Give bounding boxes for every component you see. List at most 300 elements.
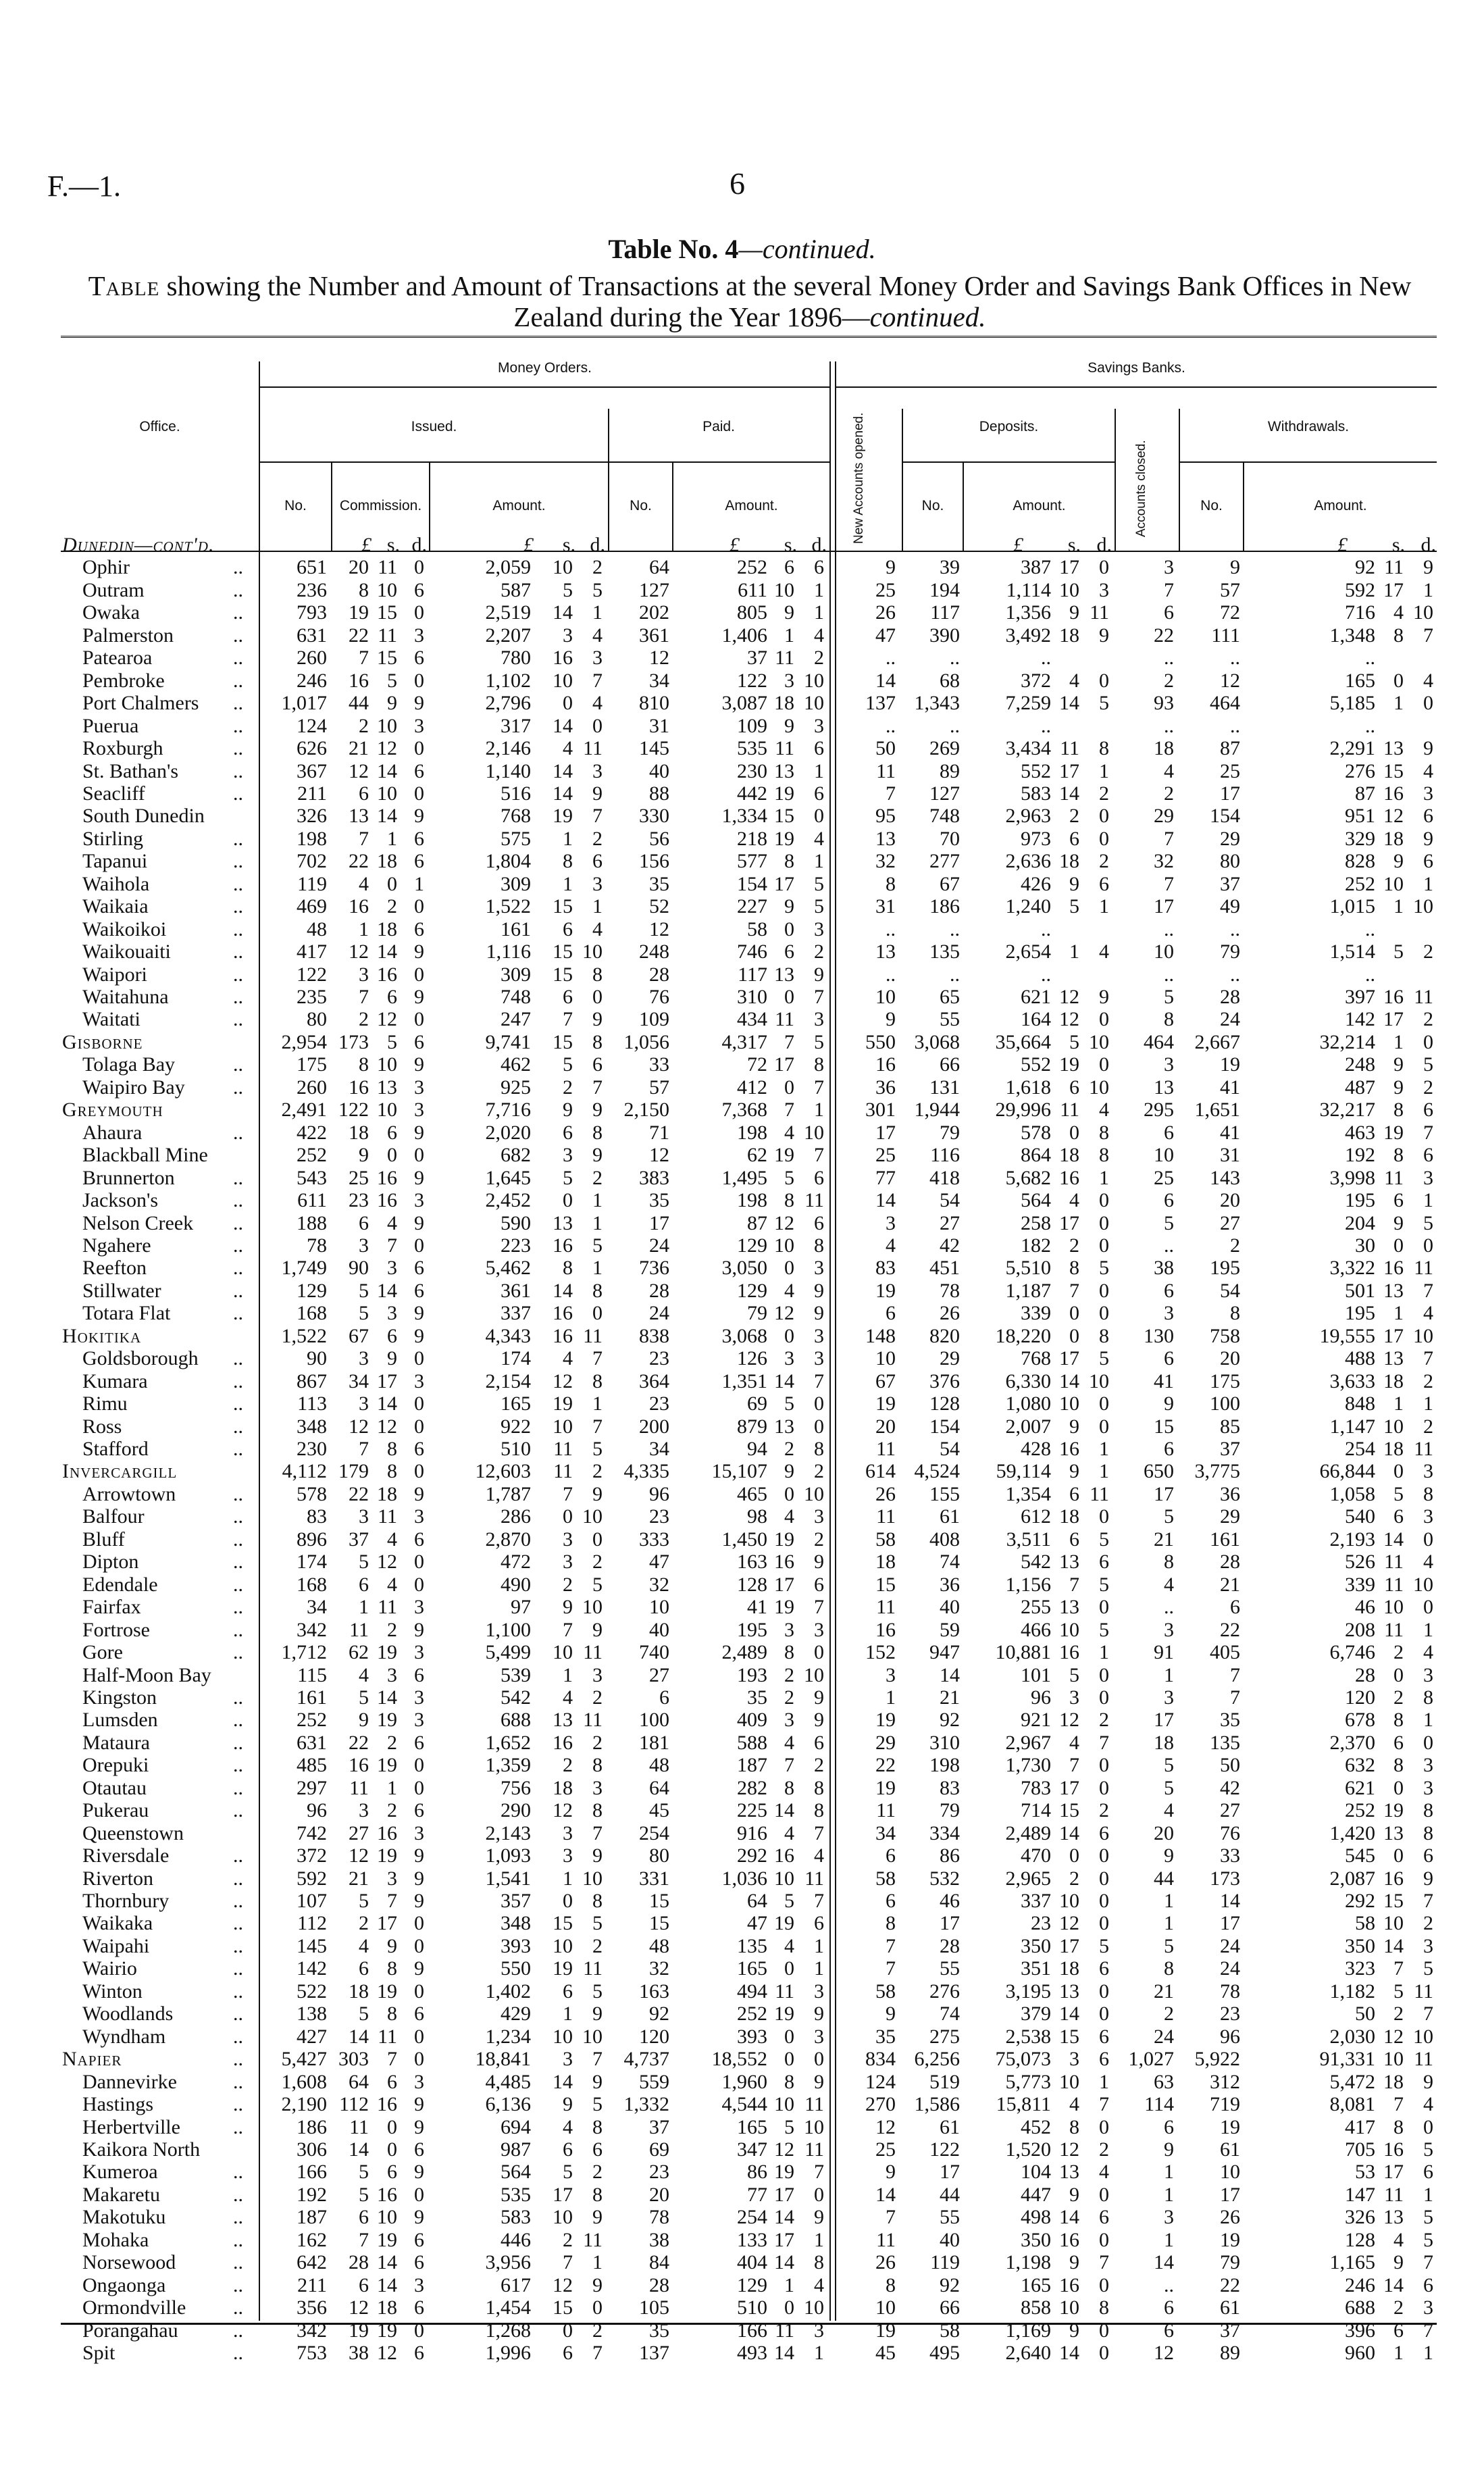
cell-value: 11 [876,1505,896,1528]
cell-value: 165 [1345,669,1375,692]
cell-value: 18 [349,1980,369,2003]
cell-value: 5 [814,895,824,918]
cell-value: 10 [553,556,573,579]
office-name: Tolaga Bay [82,1053,176,1076]
cell-value: 1,114 [1006,578,1051,601]
cell-value: 10 [582,1596,603,1619]
cell-value: 6 [1099,2206,1109,2229]
cell-value: 1,056 [623,1030,669,1053]
cell-value: 6 [414,1799,424,1822]
table-row [0,1053,1484,1076]
cell-value: 19 [349,2319,369,2342]
cell-value: .. [1164,2273,1174,2296]
cell-value: 7 [1099,1731,1109,1754]
cell-value: 17 [1154,1482,1174,1505]
cell-value: 2 [784,1438,794,1460]
cell-value: 9 [1423,556,1433,579]
cell-value: 7 [784,1099,794,1122]
dot-leader: .. [233,1776,243,1799]
cell-value: 9 [886,2161,896,2184]
cell-value: 12 [377,1551,397,1574]
cell-value: 3 [814,714,824,737]
cell-value: 372 [1021,669,1051,692]
cell-value: 0 [414,1980,424,2003]
office-name: Pembroke [82,669,165,692]
cell-value: 97 [511,1596,531,1619]
cell-value: 11 [1090,601,1109,624]
cell-value: 1,522 [281,1324,327,1347]
cell-value: 117 [738,963,767,986]
cell-value: 8 [814,1053,824,1076]
cell-value: 1 [414,872,424,895]
cell-value: 3 [814,2025,824,2048]
cell-value: 9 [359,1144,369,1167]
cell-value: 37 [1220,1438,1240,1460]
cell-value: 34 [649,1438,669,1460]
cell-value: 37 [1220,872,1240,895]
cell-value: 10 [1059,1392,1079,1415]
table-row [0,1777,1484,1799]
cell-value: 4 [387,1211,397,1234]
cell-value: 1 [886,1686,896,1709]
cell-value: 12 [649,647,669,670]
dot-leader: .. [233,2296,243,2319]
cell-value: 1,960 [721,2070,767,2093]
cell-value: 147 [1345,2183,1375,2206]
cell-value: 10 [377,2206,397,2229]
cell-value: 11 [378,1505,397,1528]
office-name: Jackson's [82,1189,159,1212]
cell-value: 1 [1164,2161,1174,2184]
cell-value: 2 [1393,1641,1404,1664]
cell-value: 8 [814,1438,824,1460]
cell-value: 54 [1220,1279,1240,1302]
cell-value: 21 [349,1867,369,1890]
cell-value: 14 [553,1279,573,1302]
cell-value: 6 [814,1731,824,1754]
cell-value: 90 [307,1347,327,1370]
cell-value: 2,154 [485,1369,531,1392]
cell-value: 2 [359,1008,369,1031]
cell-value: 109 [737,714,767,737]
cell-value: 19 [774,827,794,850]
cell-value: 3 [359,963,369,986]
cell-value: 588 [737,1731,767,1754]
cell-value: 122 [297,963,327,986]
cell-value: 682 [501,1144,531,1167]
cell-value: 161 [1210,1528,1240,1551]
cell-value: 0 [1099,2115,1109,2138]
cell-value: 173 [1210,1867,1240,1890]
cell-value: 8 [784,1641,794,1664]
cell-value: 7 [1230,1686,1240,1709]
cell-value: 0 [1099,1890,1109,1912]
cell-value: 6 [563,2342,573,2364]
cell-value: 5 [1423,2206,1433,2229]
cell-value: 2,667 [1194,1030,1240,1053]
cell-value: 96 [649,1482,669,1505]
cell-value: 166 [737,2319,767,2342]
cell-value: 8 [1393,2115,1404,2138]
cell-value: 96 [1031,1686,1051,1709]
cell-value: 542 [1021,1551,1051,1574]
cell-value: 14 [377,759,397,782]
cell-value: 7 [784,1030,794,1053]
cell-value: 4 [814,624,824,647]
cell-value: 0 [414,1934,424,1957]
cell-value: 748 [929,805,960,828]
cell-value: 3 [359,1392,369,1415]
cell-value: 306 [297,2138,327,2161]
cell-value: 98 [747,1505,767,1528]
cell-value: 55 [940,1008,960,1031]
cell-value: 0 [814,1641,824,1664]
cell-value: 651 [297,556,327,579]
cell-value: 309 [501,963,531,986]
cell-value: 27 [940,1211,960,1234]
cell-value: 834 [865,2048,896,2071]
cell-value: 10 [1059,2296,1079,2319]
cell-value: 0 [563,2319,573,2342]
cell-value: 188 [297,1211,327,1234]
cell-value: 27 [1220,1211,1240,1234]
cell-value: 1,354 [1005,1482,1051,1505]
cell-value: 10,881 [995,1641,1051,1664]
cell-value: 1,522 [485,895,531,918]
cell-value: 0 [1423,1030,1433,1053]
cell-value: 14 [553,782,573,805]
cell-value: 11 [804,1867,824,1890]
cell-value: 9 [414,2206,424,2229]
cell-value: 6 [414,2228,424,2251]
cell-value: 84 [649,2251,669,2274]
cell-value: 6 [1423,1844,1433,1867]
cell-value: 756 [501,1776,531,1799]
cell-value: 115 [297,1663,327,1686]
cell-value: 612 [1021,1505,1051,1528]
office-name: Otautau [82,1776,147,1799]
cell-value: 14 [1383,1934,1404,1957]
cell-value: 122 [338,1099,369,1122]
cell-value: 2,489 [1005,1821,1051,1844]
cell-value: 14 [774,2251,794,2274]
cell-value: 494 [737,1980,767,2003]
cell-value: 19 [377,1754,397,1777]
table-row [0,1212,1484,1234]
cell-value: 8 [1099,737,1109,760]
cell-value: 248 [639,940,669,963]
table-row [0,1822,1484,1844]
cell-value: 9 [814,1709,824,1732]
cell-value: .. [1041,917,1051,940]
cell-value: 19 [553,1957,573,1980]
cell-value: 28 [1220,986,1240,1008]
cell-value: 17 [1220,1912,1240,1935]
header-savings-banks: Savings Banks. [1088,360,1185,376]
cell-value: 3 [1423,1663,1433,1686]
cell-value: 8 [387,1438,397,1460]
cell-value: 8 [387,1957,397,1980]
cell-value: 21 [1154,1980,1174,2003]
cell-value: 6,136 [485,2093,531,2116]
cell-value: 1 [1164,1663,1174,1686]
cell-value: 10 [1059,578,1079,601]
cell-value: 6 [1164,1189,1174,1212]
cell-value: 25 [349,1166,369,1189]
cell-value: 165 [501,1392,531,1415]
cell-value: 8 [387,2003,397,2025]
cell-value: 10 [774,1234,794,1257]
cell-value: 678 [1345,1709,1375,1732]
cell-value: 14 [1220,1890,1240,1912]
cell-value: 8 [359,1053,369,1076]
cell-value: 9 [414,940,424,963]
office-name: Kumara [82,1369,148,1392]
cell-value: 0 [1099,1415,1109,1438]
cell-value: 5 [1423,1211,1433,1234]
cell-value: 14 [1059,782,1079,805]
cell-value: 12 [349,759,369,782]
cell-value: 6 [414,1731,424,1754]
cell-value: 1 [1423,578,1433,601]
cell-value: 487 [1345,1076,1375,1099]
cell-value: 78 [940,1279,960,1302]
cell-value: 7 [387,2048,397,2071]
cell-value: 1 [592,2251,603,2274]
cell-value: 575 [501,827,531,850]
cell-value: 27 [649,1663,669,1686]
cell-value: 88 [649,782,669,805]
cell-value: 2 [1099,782,1109,805]
cell-value: 6 [414,759,424,782]
cell-value: 11 [876,1596,896,1619]
unit-pound: £ [1013,534,1023,556]
cell-value: 10 [1383,1912,1404,1935]
cell-value: 488 [1345,1347,1375,1370]
dot-leader: .. [233,1528,243,1551]
cell-value: 31 [875,895,896,918]
cell-value: 1 [1099,1438,1109,1460]
cell-value: 11 [1414,1438,1433,1460]
cell-value: 21 [349,737,369,760]
cell-value: 9 [1069,2251,1079,2274]
cell-value: 8 [592,963,603,986]
cell-value: 4 [1423,1641,1433,1664]
cell-value: 8 [1393,1754,1404,1777]
cell-value: 356 [297,2296,327,2319]
table-row [0,1732,1484,1754]
table-row [0,2071,1484,2093]
cell-value: 451 [929,1257,960,1280]
cell-value: 9,741 [485,1030,531,1053]
cell-value: 516 [501,782,531,805]
cell-value: 10 [804,1121,824,1144]
cell-value: 1,749 [281,1257,327,1280]
office-name: Waitahuna [82,986,169,1008]
cell-value: 1 [1393,1030,1404,1053]
cell-value: 29 [875,1731,896,1754]
cell-value: 9 [1393,2251,1404,2274]
cell-value: 390 [929,624,960,647]
cell-value: 632 [1345,1754,1375,1777]
cell-value: 3 [1164,1686,1174,1709]
cell-value: 155 [929,1482,960,1505]
cell-value: 3 [387,1663,397,1686]
cell-value: 8,081 [1329,2093,1375,2116]
cell-value: 55 [940,1957,960,1980]
office-name: Palmerston [82,624,174,647]
cell-value: 469 [297,895,327,918]
cell-value: 7 [814,1821,824,1844]
cell-value: 12 [1059,1912,1079,1935]
cell-value: 428 [1021,1438,1051,1460]
cell-value: 93 [1154,692,1174,715]
cell-value: 187 [297,2206,327,2229]
cell-value: 4 [1393,2228,1404,2251]
cell-value: 1 [1164,1912,1174,1935]
cell-value: 162 [297,2228,327,2251]
unit-s: s. [784,534,797,556]
table-row [0,873,1484,895]
dot-leader: .. [233,1053,243,1076]
cell-value: 58 [875,1528,896,1551]
cell-value: 583 [501,2206,531,2229]
cell-value: 12 [1059,1709,1079,1732]
cell-value: 8 [784,1189,794,1212]
cell-value: 2,087 [1329,1867,1375,1890]
table-row [0,782,1484,805]
cell-value: 13 [1383,1821,1404,1844]
cell-value: 387 [1021,556,1051,579]
cell-value: 24 [1220,1934,1240,1957]
cell-value: 5 [592,1980,603,2003]
cell-value: 3 [784,1618,794,1641]
cell-value: 1 [1393,1302,1404,1325]
cell-value: 40 [940,1596,960,1619]
cell-value: 161 [297,1686,327,1709]
header-issued-no: No. [284,498,307,513]
cell-value: 23 [649,2161,669,2184]
office-name: Kaikora North [82,2138,201,2161]
cell-value: 14 [349,2138,369,2161]
cell-value: 6 [1423,2161,1433,2184]
cell-value: 867 [297,1369,327,1392]
cell-value: 2,538 [1005,2025,1051,2048]
cell-value: 11 [1060,1099,1079,1122]
table-row [0,1890,1484,1912]
cell-value: 0 [414,1144,424,1167]
cell-value: 18 [1383,1438,1404,1460]
cell-value: 2,963 [1005,805,1051,828]
cell-value: 9 [814,2206,824,2229]
cell-value: 50 [1220,1754,1240,1777]
cell-value: 7 [1164,827,1174,850]
cell-value: 275 [929,2025,960,2048]
cell-value: 14 [1059,2206,1079,2229]
cell-value: 3 [1069,1686,1079,1709]
cell-value: 71 [649,1121,669,1144]
cell-value: 426 [1021,872,1051,895]
cell-value: 2 [1164,2003,1174,2025]
cell-value: 490 [501,1573,531,1596]
cell-value: 7 [563,1482,573,1505]
cell-value: 1,334 [721,805,767,828]
cell-value: 4 [1423,759,1433,782]
office-name: St. Bathan's [82,759,179,782]
cell-value: 49 [1220,895,1240,918]
cell-value: 35 [747,1686,767,1709]
cell-value: 25 [1154,1166,1174,1189]
cell-value: 10 [1383,1415,1404,1438]
header-deposits: Deposits. [979,419,1039,434]
cell-value: 9 [592,2206,603,2229]
cell-value: 5 [359,1551,369,1574]
cell-value: 0 [1099,2342,1109,2364]
cell-value: 7 [886,2206,896,2229]
cell-value: 11 [804,2093,824,2116]
table-row [0,2138,1484,2161]
cell-value: 10 [875,2296,896,2319]
cell-value: 21 [1154,1528,1174,1551]
cell-value: 1 [1069,940,1079,963]
cell-value: 107 [297,1890,327,1912]
cell-value: 0 [1099,1912,1109,1935]
cell-value: 11 [583,1709,603,1732]
cell-value: 578 [297,1482,327,1505]
cell-value: 9 [1423,827,1433,850]
cell-value: 617 [501,2273,531,2296]
cell-value: 539 [501,1663,531,1686]
cell-value: 8 [387,1460,397,1483]
cell-value: 746 [737,940,767,963]
cell-value: 17 [1059,759,1079,782]
cell-value: 11 [876,759,896,782]
cell-value: 736 [639,1257,669,1280]
cell-value: 11 [583,2228,603,2251]
cell-value: 11 [876,2228,896,2251]
cell-value: 45 [875,2342,896,2364]
cell-value: 879 [737,1415,767,1438]
dot-leader: .. [233,1415,243,1438]
office-name: Invercargill [62,1460,178,1483]
cell-value: 8 [1393,624,1404,647]
cell-value: 0 [387,2115,397,2138]
cell-value: 0 [1393,1663,1404,1686]
cell-value: 12 [553,2273,573,2296]
cell-value: 16 [377,963,397,986]
cell-value: 1 [592,895,603,918]
cell-value: 9 [414,1053,424,1076]
cell-value: 3 [1423,1934,1433,1957]
cell-value: 592 [297,1867,327,1890]
cell-value: 0 [1423,2115,1433,2138]
cell-value: 14 [377,2251,397,2274]
cell-value: 7 [1099,2251,1109,2274]
cell-value: 86 [940,1844,960,1867]
cell-value: 86 [747,2161,767,2184]
office-name: Spit [82,2342,116,2364]
cell-value: 34 [307,1596,327,1619]
cell-value: 10 [377,782,397,805]
cell-value: 50 [875,737,896,760]
cell-value: 7 [1069,1573,1079,1596]
cell-value: 34 [649,669,669,692]
cell-value: 135 [929,940,960,963]
cell-value: 14 [349,2025,369,2048]
cell-value: 1 [359,1596,369,1619]
cell-value: 66,844 [1319,1460,1375,1483]
cell-value: 1 [1099,1460,1109,1483]
